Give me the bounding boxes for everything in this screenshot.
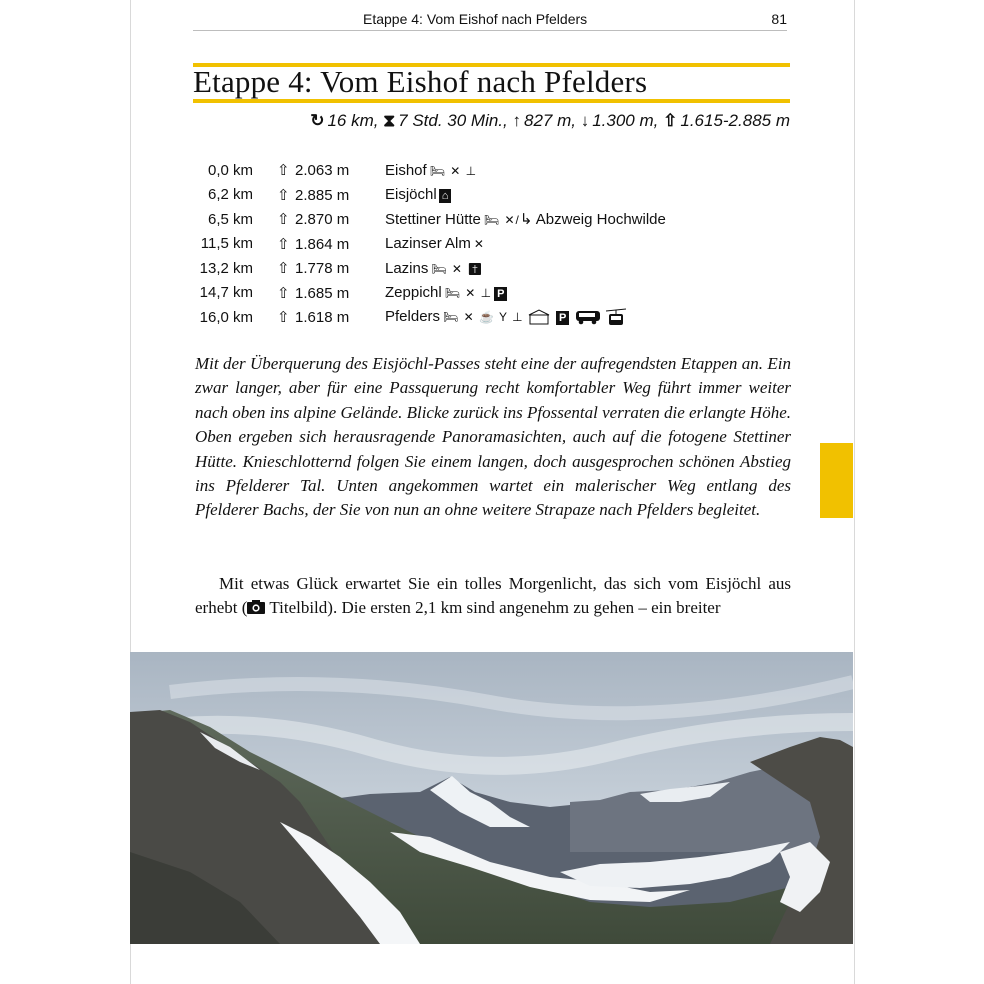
cutlery-icon: ✕: [473, 237, 485, 252]
waypoint-name: Zeppichl: [385, 284, 442, 302]
waypoint-altitude: 2.063 m: [295, 162, 350, 180]
chapter-thumb-tab: [820, 443, 853, 518]
hollow-up-arrow-icon: ⇧: [277, 309, 290, 327]
waypoint-name: Lazins: [385, 259, 429, 277]
waypoint-name: Lazinser Alm: [385, 235, 471, 253]
waypoint-altitude: 1.685 m: [295, 284, 350, 302]
title-rule-bottom: [193, 99, 790, 103]
parking-icon: P: [556, 311, 569, 325]
waypoint-note: Abzweig Hochwilde: [535, 211, 666, 229]
bed-food-church-icons: 🛏 ✕ ✝: [431, 261, 484, 276]
bed-food-icons: 🛏 ✕ ⊥: [429, 163, 478, 178]
summary-altitude-range: 1.615-2.885 m: [680, 111, 790, 130]
stage-summary: [310, 111, 790, 131]
summary-duration: 7 Std. 30 Min.,: [398, 111, 508, 130]
waypoint-altitude: 1.864 m: [295, 235, 350, 253]
table-row: [199, 183, 666, 208]
parking-icon: P: [494, 287, 507, 301]
hollow-up-arrow-icon: ⇧: [277, 162, 290, 180]
amenity-icons: 🛏 ✕ ☕ Y ⊥: [443, 310, 524, 325]
arrow-up-icon: ↑: [512, 111, 521, 130]
bed-food-icons: 🛏 ✕/: [483, 213, 520, 228]
summary-ascent: 827 m,: [524, 111, 576, 130]
summary-descent: 1.300 m,: [592, 111, 659, 130]
waypoint-km: 11,5 km: [200, 235, 253, 253]
waypoint-altitude: 2.885 m: [295, 186, 350, 204]
signpost-icon: ↳: [519, 211, 533, 229]
waypoint-km: 16,0 km: [199, 308, 253, 326]
camera-icon: [247, 598, 265, 617]
table-row: [199, 305, 666, 330]
cable-car-icon: [606, 308, 626, 326]
waypoint-name: Eishof: [385, 161, 427, 179]
hollow-up-arrow-icon: ⇧: [277, 186, 290, 204]
table-row: [199, 256, 666, 281]
table-row: [199, 158, 666, 183]
waypoint-km: 13,2 km: [199, 259, 253, 277]
bank-icon: [528, 309, 550, 325]
hut-sign-icon: ⌂: [439, 189, 452, 203]
waypoint-km: 0,0 km: [207, 161, 253, 179]
body-text-end: Titelbild). Die ersten 2,1 km sind angenehm zu gehen – ein breiter: [265, 598, 721, 618]
intro-paragraph: Mit der Überquerung des Eisjöchl-Passes steht eine der aufregendsten Etappen an. Ein zwar langer, aber für eine Passquerung recht komfortabler Weg führt immer weiter nach oben ins alpine Gelände. Blicke zurück ins Pfossental verraten die erlangte Höhe. Oben ergeben sich herausragende Panoramasichten, auch auf die fotogene Stettiner Hütte. Knieschlotternd folgen Sie einem langen, doch ausgesprochen schönen Abstieg ins Pfelderer Tal. Unten angekommen wartet ein malerischer Weg entlang des Pfelderer Bachs, der Sie von nun an ohne weitere Strapaze nach Pfelders begleitet.: [195, 354, 791, 520]
stage-title: Etappe 4: Vom Eishof nach Pfelders: [193, 64, 648, 99]
bus-icon: [575, 309, 601, 325]
waypoint-name: Stettiner Hütte: [385, 211, 481, 229]
hollow-up-arrow-icon: ⇧: [277, 284, 290, 302]
waypoint-altitude: 1.778 m: [295, 260, 350, 278]
body-text-start: Mit etwas Glück erwartet Sie ein tolles Morgenlicht, das sich vom Eisjöchl aus erhebt (: [195, 574, 791, 618]
waypoint-altitude: 1.618 m: [295, 309, 350, 327]
body-paragraph: [195, 572, 791, 621]
waypoint-name: Eisjöchl: [385, 186, 437, 204]
waypoint-km: 6,2 km: [207, 186, 253, 204]
arrow-down-icon: ↓: [580, 111, 590, 130]
hollow-up-arrow-icon: ⇧: [663, 111, 678, 130]
loop-arrow-icon: ↻: [310, 111, 325, 130]
hourglass-icon: ⧗: [383, 111, 396, 130]
running-header: [193, 10, 787, 31]
table-row: [199, 207, 666, 232]
hollow-up-arrow-icon: ⇧: [277, 235, 290, 253]
waypoint-table: [199, 158, 666, 330]
mountain-panorama-photo: [130, 652, 853, 944]
page-number: 81: [771, 11, 787, 27]
waypoint-km: 6,5 km: [207, 210, 253, 228]
table-row: [199, 232, 666, 257]
table-row: [199, 281, 666, 306]
waypoint-name: Pfelders: [385, 308, 441, 326]
summary-distance: 16 km,: [327, 111, 379, 130]
hollow-up-arrow-icon: ⇧: [277, 260, 290, 278]
waypoint-km: 14,7 km: [199, 284, 253, 302]
running-title: Etappe 4: Vom Eishof nach Pfelders: [363, 11, 588, 27]
bed-food-icons: 🛏 ✕ ⊥: [444, 286, 493, 301]
hollow-up-arrow-icon: ⇧: [277, 211, 290, 229]
waypoint-altitude: 2.870 m: [295, 211, 350, 229]
